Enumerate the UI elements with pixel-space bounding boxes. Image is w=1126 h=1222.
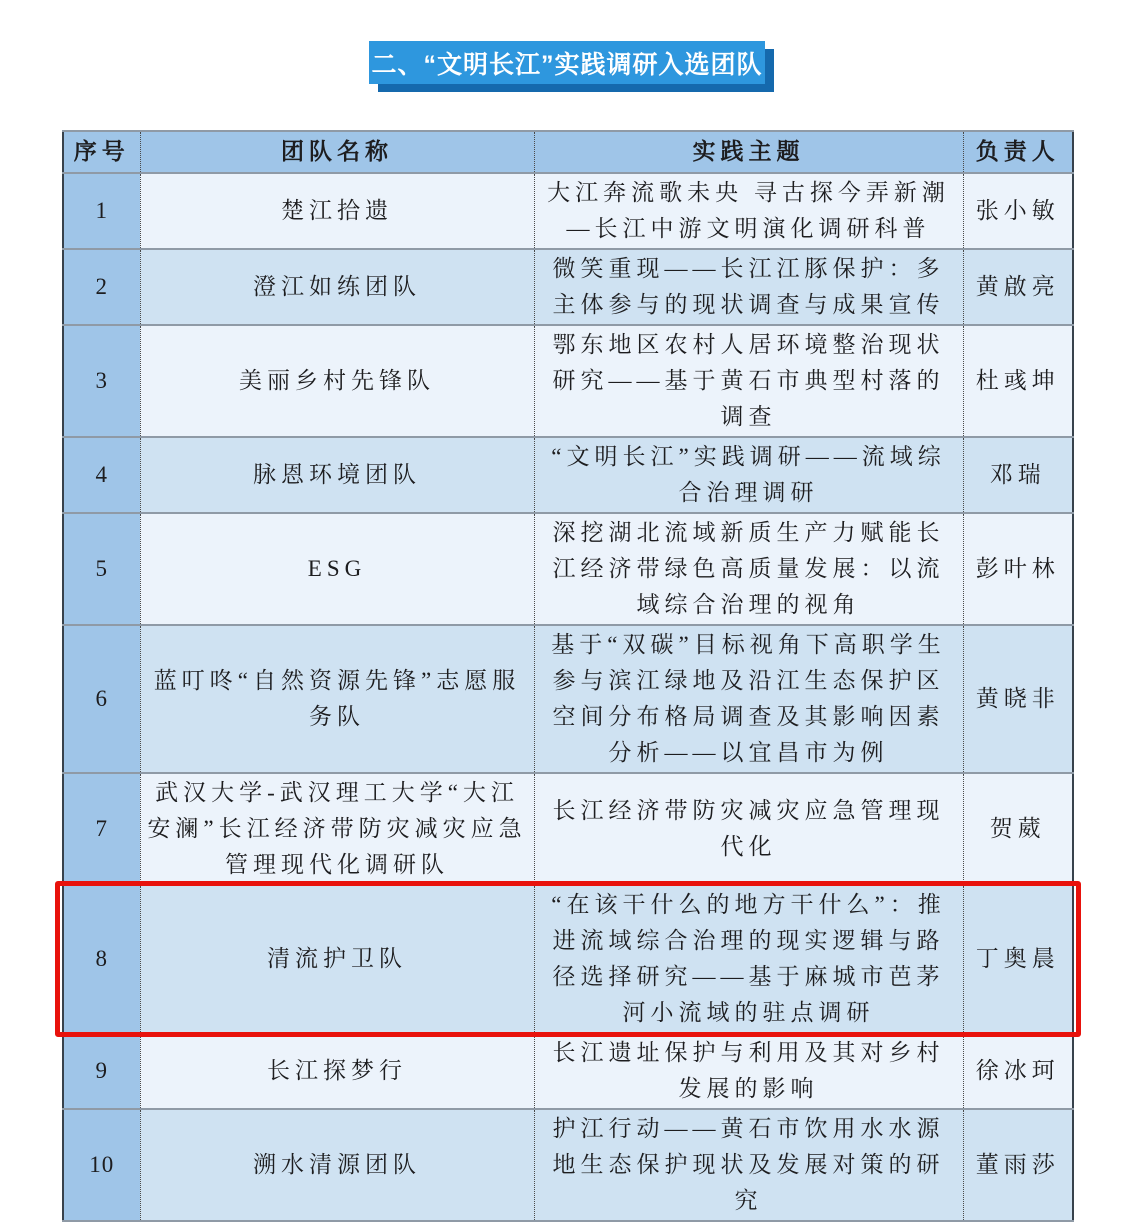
team-name-cell: 长江探梦行 [140, 1033, 534, 1109]
team-name-cell: ESG [140, 513, 534, 625]
table-row [63, 513, 1073, 625]
practice-theme-cell: 深挖湖北流域新质生产力赋能长江经济带绿色高质量发展：以流域综合治理的视角 [534, 513, 963, 625]
leader-cell: 杜彧坤 [963, 325, 1073, 437]
serial-number-cell: 7 [63, 773, 140, 885]
serial-number-cell: 3 [63, 325, 140, 437]
team-name-cell: 美丽乡村先锋队 [140, 325, 534, 437]
practice-theme-cell: “文明长江”实践调研——流域综合治理调研 [534, 437, 963, 513]
leader-cell: 邓瑞 [963, 437, 1073, 513]
practice-theme-cell: “在该干什么的地方干什么”：推进流域综合治理的现实逻辑与路径选择研究——基于麻城市芭茅河小流域的驻点调研 [534, 885, 963, 1033]
table-row [63, 625, 1073, 773]
serial-number-cell: 1 [63, 173, 140, 249]
team-name-cell: 楚江拾遗 [140, 173, 534, 249]
table-row [63, 173, 1073, 249]
team-name-cell: 澄江如练团队 [140, 249, 534, 325]
table-row [63, 773, 1073, 885]
header-team-name: 团队名称 [140, 131, 534, 173]
leader-cell: 徐冰珂 [963, 1033, 1073, 1109]
team-name-cell: 蓝叮咚“自然资源先锋”志愿服务队 [140, 625, 534, 773]
table-row [63, 885, 1073, 1033]
serial-number-cell: 4 [63, 437, 140, 513]
table-body [63, 173, 1073, 1221]
serial-number-cell: 8 [63, 885, 140, 1033]
table-row [63, 325, 1073, 437]
practice-theme-cell: 长江经济带防灾减灾应急管理现代化 [534, 773, 963, 885]
serial-number-cell: 10 [63, 1109, 140, 1221]
practice-theme-cell: 鄂东地区农村人居环境整治现状研究——基于黄石市典型村落的调查 [534, 325, 963, 437]
practice-theme-cell: 微笑重现——长江江豚保护：多主体参与的现状调查与成果宣传 [534, 249, 963, 325]
leader-cell: 张小敏 [963, 173, 1073, 249]
header-serial-number: 序号 [63, 131, 140, 173]
leader-cell: 黄晓非 [963, 625, 1073, 773]
practice-theme-cell: 长江遗址保护与利用及其对乡村发展的影响 [534, 1033, 963, 1109]
serial-number-cell: 6 [63, 625, 140, 773]
leader-cell: 贺葳 [963, 773, 1073, 885]
table-row [63, 1109, 1073, 1221]
practice-theme-cell: 基于“双碳”目标视角下高职学生参与滨江绿地及沿江生态保护区空间分布格局调查及其影响因素分析——以宜昌市为例 [534, 625, 963, 773]
selected-teams-table [62, 130, 1074, 1222]
leader-cell: 丁奥晨 [963, 885, 1073, 1033]
team-name-cell: 清流护卫队 [140, 885, 534, 1033]
serial-number-cell: 9 [63, 1033, 140, 1109]
table-header-row [63, 131, 1073, 173]
serial-number-cell: 2 [63, 249, 140, 325]
table-row [63, 437, 1073, 513]
leader-cell: 董雨莎 [963, 1109, 1073, 1221]
table-row [63, 249, 1073, 325]
header-practice-theme: 实践主题 [534, 131, 963, 173]
section-title-banner [369, 41, 765, 84]
header-leader: 负责人 [963, 131, 1073, 173]
leader-cell: 彭叶林 [963, 513, 1073, 625]
serial-number-cell: 5 [63, 513, 140, 625]
team-name-cell: 溯水清源团队 [140, 1109, 534, 1221]
practice-theme-cell: 护江行动——黄石市饮用水水源地生态保护现状及发展对策的研究 [534, 1109, 963, 1221]
team-name-cell: 武汉大学-武汉理工大学“大江安澜”长江经济带防灾减灾应急管理现代化调研队 [140, 773, 534, 885]
leader-cell: 黄啟亮 [963, 249, 1073, 325]
team-name-cell: 脉恩环境团队 [140, 437, 534, 513]
section-title: 二、“文明长江”实践调研入选团队 [371, 50, 763, 79]
practice-theme-cell: 大江奔流歌未央 寻古探今弄新潮—长江中游文明演化调研科普 [534, 173, 963, 249]
table-row [63, 1033, 1073, 1109]
